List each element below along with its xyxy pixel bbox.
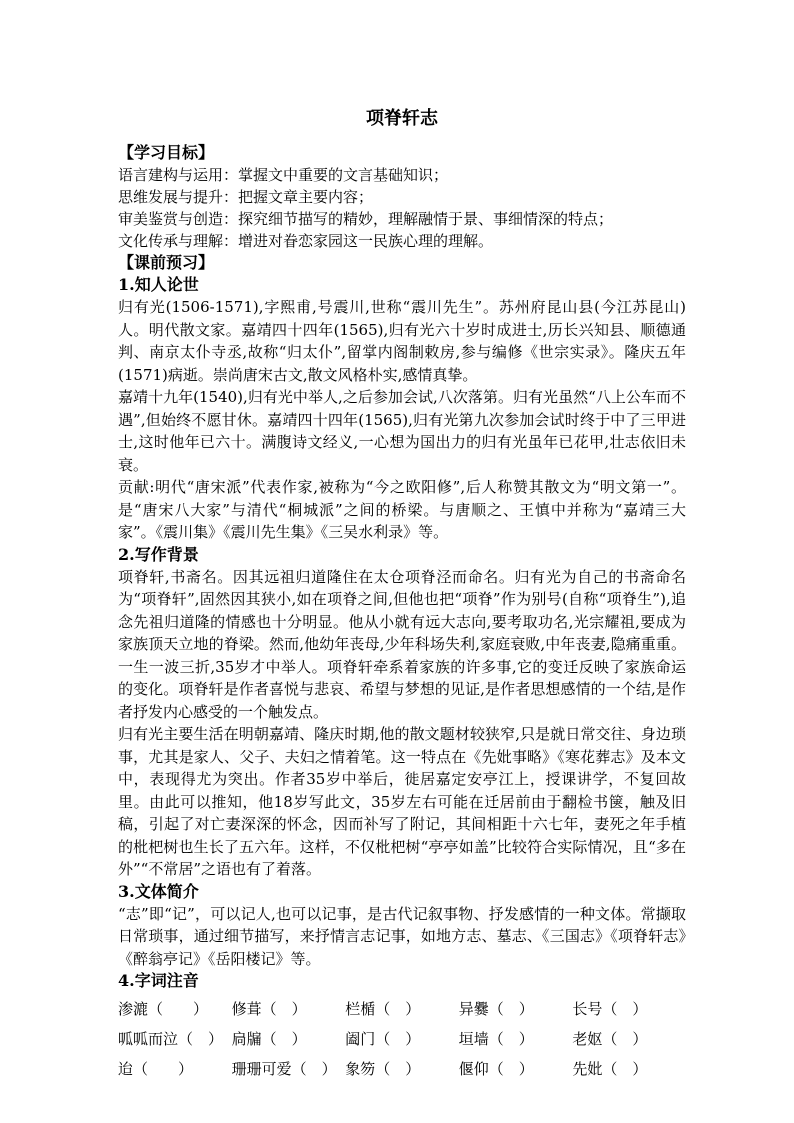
vocab-item: 长号（ ） [572, 1000, 648, 1018]
vocab-grid [118, 998, 686, 1080]
vocab-item: 栏楯（ ） [345, 1000, 421, 1018]
author-paragraph: 嘉靖十九年(1540),归有光中举人,之后参加会试,八次落第。归有光虽然“八上公车而不遇”,但始终不愿甘休。嘉靖四十四年(1565),归有光第九次参加会试时终于中了三甲进士,这时他年已六十。满腹诗文经义,一心想为国出力的归有光虽年已花甲,壮志依旧未衰。 [118, 388, 686, 474]
section-heading-genre: 3.文体简介 [118, 881, 199, 901]
vocab-item: 偃仰（ ） [458, 1060, 534, 1078]
background-paragraph: 项脊轩,书斋名。因其远祖归道隆住在太仓项脊泾而命名。归有光为自己的书斋命名为“项脊轩”,固然因其狭小,如在项脊之间,但他也把“项脊”作为别号(自称“项脊生”),追念先祖归道隆的情感也十分明显。他从小就有远大志向,要考取功名,光宗耀祖,要成为家族顶天立地的脊梁。然而,他幼年丧母,少年科场失利,家庭衰败,中年丧妻,隐痛重重。一生一波三折,35岁才中举人。项脊轩牵系着家族的许多事,它的变迁反映了家族命运的变化。项脊轩是作者喜悦与悲哀、希望与梦想的见证,是作者思想感情的一个结,是作者抒发内心感受的一个触发点。 [118, 567, 686, 721]
vocab-item: 老妪（ ） [572, 1030, 648, 1048]
objectives-heading: 【学习目标】 [118, 143, 215, 162]
vocab-item: 渗漉（ ） [118, 1000, 209, 1018]
section-heading-background: 2.写作背景 [118, 544, 199, 564]
objective-item: 审美鉴赏与创造：探究细节描写的精妙，理解融情于景、事细情深的特点； [118, 210, 614, 228]
vocab-item: 呱呱而泣（ ） [118, 1030, 224, 1048]
section-heading-author: 1.知人论世 [118, 275, 199, 294]
author-paragraph: 贡献:明代“唐宋派”代表作家,被称为“今之欧阳修”,后人称赞其散文为“明文第一”。是“唐宋八大家”与清代“桐城派”之间的桥梁。与唐顺之、王慎中并称为“嘉靖三大家”。《震川集》《震川先生集》《三吴水利录》等。 [118, 478, 686, 541]
preview-heading: 【课前预习】 [118, 253, 215, 272]
vocab-item: 阖门（ ） [345, 1030, 421, 1048]
author-paragraph: 归有光(1506-1571),字熙甫,号震川,世称“震川先生”。苏州府昆山县(今江苏昆山)人。明代散文家。嘉靖四十四年(1565),归有光六十岁时成进士,历长兴知县、顺德通判、南京太仆寺丞,故称“归太仆”,留掌内阁制敕房,参与编修《世宗实录》。隆庆五年(1571)病逝。崇尚唐宋古文,散文风格朴实,感情真挚。 [118, 298, 686, 384]
background-paragraph: 归有光主要生活在明朝嘉靖、隆庆时期,他的散文题材较狭窄,只是就日常交往、身边琐事，尤其是家人、父子、夫妇之情着笔。这一特点在《先妣事略》《寒花葬志》及本文中，表现得尤为突出。作者35岁中举后，徙居嘉定安亭江上，授课讲学，不复回故里。由此可以推知，他18岁写此文，35岁左右可能在迁居前由于翻检书箧，触及旧稿，引起了对亡妻深深的怀念，因而补写了附记，其间相距十六七年，妻死之年手植的枇杷树也生长了五六年。这样，不仅枇杷树“亭亭如盖”比较符合实际情况，且“多在外”“不常居”之语也有了着落。 [118, 725, 686, 878]
objective-item: 语言建构与运用：掌握文中重要的文言基础知识； [118, 166, 449, 184]
vocab-item: 修葺（ ） [231, 1000, 307, 1018]
vocab-item: 象笏（ ） [345, 1060, 421, 1078]
vocab-item: 迨（ ） [118, 1060, 194, 1078]
page-title: 项脊轩志 [366, 108, 438, 129]
objective-item: 文化传承与理解：增进对眷恋家园这一民族心理的理解。 [118, 232, 494, 250]
section-heading-vocab: 4.字词注音 [118, 971, 199, 990]
objective-item: 思维发展与提升：把握文章主要内容； [118, 188, 374, 206]
vocab-item: 先妣（ ） [572, 1060, 648, 1078]
vocab-item: 扃牖（ ） [231, 1030, 307, 1048]
genre-paragraph: “志”即“记”，可以记人,也可以记事，是古代记叙事物、抒发感情的一种文体。常撷取日常琐事，通过细节描写，来抒情言志记事，如地方志、墓志、《三国志》《项脊轩志》《醉翁亭记》《岳阳楼记》等。 [118, 904, 686, 968]
vocab-item: 垣墙（ ） [458, 1030, 534, 1048]
vocab-item: 珊珊可爱（ ） [231, 1060, 337, 1078]
vocab-item: 异爨（ ） [458, 1000, 534, 1018]
